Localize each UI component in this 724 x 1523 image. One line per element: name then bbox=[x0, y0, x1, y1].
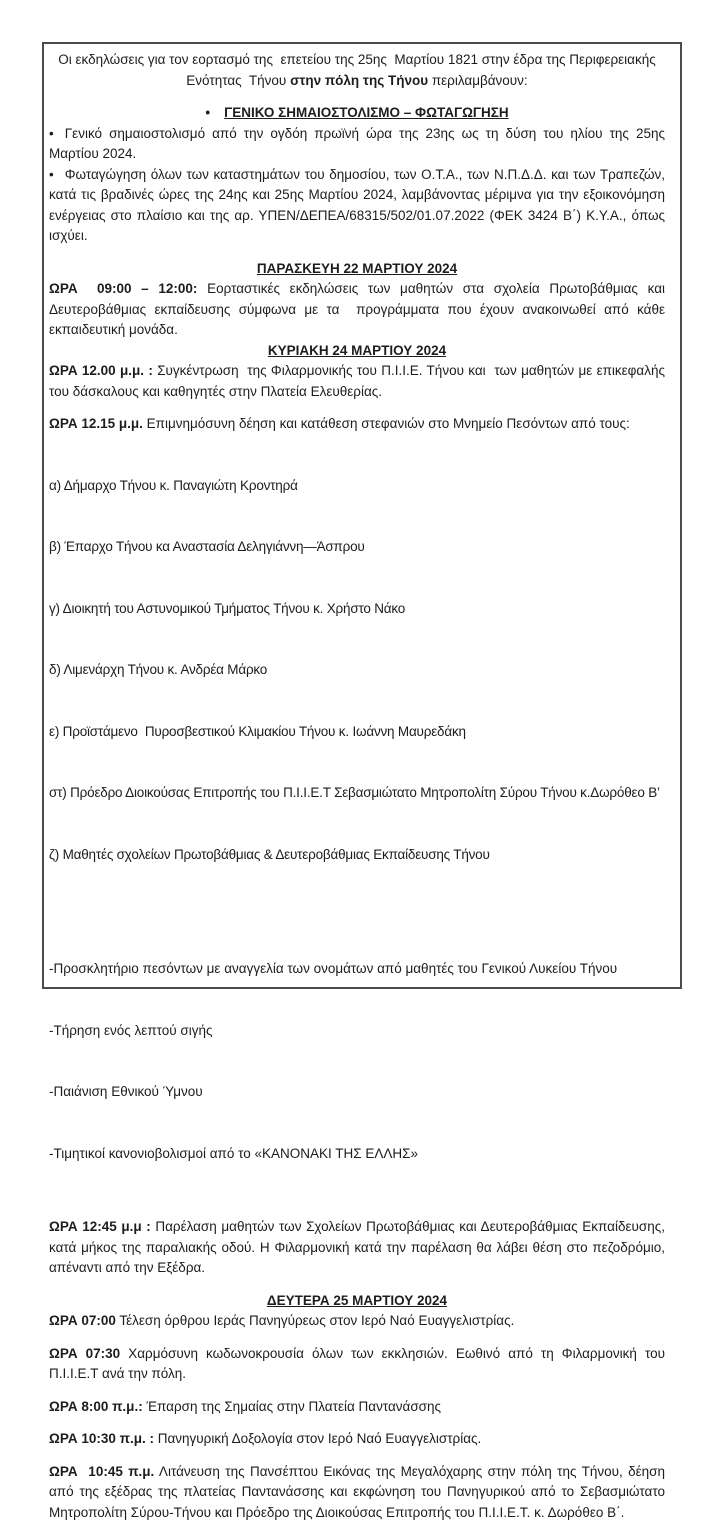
official-item: α) Δήμαρχο Τήνου κ. Παναγιώτη Κροντηρά bbox=[49, 476, 665, 497]
day-heading-monday bbox=[49, 1291, 665, 1312]
event-paragraph bbox=[49, 1397, 665, 1418]
ceremony-item: -Τιμητικοί κανονιοβολισμοί από το «ΚΑΝΟΝΑΚΙ ΤΗΣ ΕΛΛΗΣ» bbox=[49, 1144, 665, 1165]
bullet-icon: • bbox=[49, 126, 65, 141]
officials-list bbox=[49, 435, 665, 919]
day-heading-sunday bbox=[49, 341, 665, 362]
official-item: γ) Διοικητή του Αστυνομικού Τμήματος Τήνου κ. Χρήστο Νάκο bbox=[49, 599, 665, 620]
official-item: ε) Προϊστάμενο Πυροσβεστικού Κλιμακίου Τήνου κ. Ιωάννη Μαυρεδάκη bbox=[49, 722, 665, 743]
event-text: Συγκέντρωση της Φιλαρμονικής του Π.Ι.Ι.Ε. Τήνου και των μαθητών με επικεφαλής του δάσκαλους και καθηγητές στην Πλατεία Ελευθερίας. bbox=[49, 363, 669, 399]
event-paragraph bbox=[49, 1462, 665, 1523]
event-time-label: ΩΡΑ 07:30 bbox=[49, 1346, 120, 1361]
event-paragraph bbox=[49, 1311, 665, 1332]
event-time-label: ΩΡΑ 07:00 bbox=[49, 1313, 116, 1328]
event-text: Τέλεση όρθρου Ιεράς Πανηγύρεως στον Ιερό Ναό Ευαγγελιστρίας. bbox=[116, 1313, 514, 1328]
day-title: ΠΑΡΑΣΚΕΥΗ 22 ΜΑΡΤΙΟΥ 2024 bbox=[257, 261, 457, 276]
day-heading-friday bbox=[49, 259, 665, 280]
event-time-label: ΩΡΑ 09:00 – 12:00: bbox=[49, 281, 197, 296]
event-time-label: ΩΡΑ 8:00 π.μ.: bbox=[49, 1399, 143, 1414]
ceremony-item: -Τήρηση ενός λεπτού σιγής bbox=[49, 1021, 665, 1042]
official-item: δ) Λιμενάρχη Τήνου κ. Ανδρέα Μάρκο bbox=[49, 660, 665, 681]
ceremony-item: -Παιάνιση Εθνικού Ύμνου bbox=[49, 1082, 665, 1103]
event-time-label: ΩΡΑ 12.00 μ.μ. : bbox=[49, 363, 153, 378]
official-item: β) Έπαρχο Τήνου κα Αναστασία Δεληγιάννη—Άσπρου bbox=[49, 537, 665, 558]
event-text: Χαρμόσυνη κωδωνοκρουσία όλων των εκκλησιών. Εωθινό από τη Φιλαρμονική του Π.Ι.Ι.Ε.Τ ανά την πόλη. bbox=[49, 1346, 669, 1382]
event-time-label: ΩΡΑ 10:30 π.μ. : bbox=[49, 1431, 154, 1446]
flag-item-text: Γενικό σημαιοστολισμό από την ογδόη πρωϊνή ώρα της 23ης ως τη δύση του ηλίου της 25ης Μαρτίου 2024. bbox=[49, 126, 669, 162]
ceremony-list bbox=[49, 918, 665, 1217]
official-item: ζ) Μαθητές σχολείων Πρωτοβάθμιας & Δευτεροβάθμιας Εκπαίδευσης Τήνου bbox=[49, 845, 665, 866]
event-text: Πανηγυρική Δοξολογία στον Ιερό Ναό Ευαγγελιστρίας. bbox=[154, 1431, 481, 1446]
flag-item bbox=[49, 124, 665, 165]
event-time-label: ΩΡΑ 12.15 μ.μ. bbox=[49, 416, 143, 431]
event-paragraph bbox=[49, 279, 665, 341]
intro-text-post: περιλαμβάνουν: bbox=[428, 73, 528, 88]
event-text: Επιμνημόσυνη δέηση και κατάθεση στεφανιών στο Μνημείο Πεσόντων από τους: bbox=[143, 416, 630, 431]
flag-item-text: Φωταγώγηση όλων των καταστημάτων του δημοσίου, των Ο.Τ.Α., των Ν.Π.Δ.Δ. και των Τραπεζών, κατά τις βραδινές ώρες της 24ης και 25ης Μαρτίου 2024, λαμβάνοντας μέριμνα για την εξοικονόμηση ενέργειας στο πλαίσιο και της αρ. ΥΠΕΝ/ΔΕΠΕΑ/68315/502/01.07.2022 (ΦΕΚ 3424 Β΄) Κ.Υ.Α., όπως ισχύει. bbox=[49, 167, 669, 244]
flag-section-heading bbox=[49, 103, 665, 124]
event-paragraph bbox=[49, 361, 665, 402]
intro-paragraph bbox=[49, 50, 665, 91]
ceremony-item: -Προσκλητήριο πεσόντων με αναγγελία των ονομάτων από μαθητές του Γενικού Λυκείου Τήνου bbox=[49, 959, 665, 980]
day-title: ΚΥΡΙΑΚΗ 24 ΜΑΡΤΙΟΥ 2024 bbox=[268, 343, 446, 358]
event-paragraph bbox=[49, 414, 665, 435]
official-item: στ) Πρόεδρο Διοικούσας Επιτροπής του Π.Ι.Ι.Ε.Τ Σεβασμιώτατο Μητροπολίτη Σύρου Τήνου κ.Δωρόθεο Β’ bbox=[49, 783, 665, 804]
bullet-icon: • bbox=[49, 167, 65, 182]
document-frame bbox=[42, 42, 682, 989]
intro-text-pre: Οι εκδηλώσεις για τον εορτασμό της επετείου της 25ης Μαρτίου 1821 στην έδρα της Περιφερειακής Ενότητας Τήνου bbox=[58, 52, 659, 88]
event-time-label: ΩΡΑ 10:45 π.μ. bbox=[49, 1464, 154, 1479]
event-paragraph bbox=[49, 1429, 665, 1450]
intro-text-bold: στην πόλη της Τήνου bbox=[290, 73, 428, 88]
event-text: Λιτάνευση της Πανσέπτου Εικόνας της Μεγαλόχαρης στην πόλη της Τήνου, δέηση από της εξέδρας της πλατείας Παντανάσσης και εκφώνηση του Πανηγυρικού από το Σεβασμιώτατο Μητροπολίτη Σύρου-Τήνου και Πρόεδρο της Διοικούσας Επιτροπής του Π.Ι.Ι.Ε.Τ. κ. Δωρόθεο Β΄. bbox=[49, 1464, 669, 1520]
event-time-label: ΩΡΑ 12:45 μ.μ : bbox=[49, 1219, 151, 1234]
day-title: ΔΕΥΤΕΡΑ 25 ΜΑΡΤΙΟΥ 2024 bbox=[267, 1293, 447, 1308]
event-text: Παρέλαση μαθητών των Σχολείων Πρωτοβάθμιας και Δευτεροβάθμιας Εκπαίδευσης, κατά μήκος της παραλιακής οδού. Η Φιλαρμονική κατά την παρέλαση θα λάβει θέση στο πεζοδρόμιο, απέναντι από την Εξέδρα. bbox=[49, 1219, 669, 1275]
event-paragraph bbox=[49, 1217, 665, 1279]
event-text: Εορταστικές εκδηλώσεις των μαθητών στα σχολεία Πρωτοβάθμιας και Δευτεροβάθμιας εκπαίδευσης σύμφωνα με τα προγράμματα που έχουν ανακοινωθεί από κάθε εκπαιδευτική μονάδα. bbox=[49, 281, 669, 337]
event-text: Έπαρση της Σημαίας στην Πλατεία Παντανάσσης bbox=[143, 1399, 441, 1414]
flag-item bbox=[49, 165, 665, 247]
event-paragraph bbox=[49, 1344, 665, 1385]
bullet-icon: • bbox=[205, 105, 224, 120]
flag-section-title: ΓΕΝΙΚΟ ΣΗΜΑΙΟΣΤΟΛΙΣΜΟ – ΦΩΤΑΓΩΓΗΣΗ bbox=[224, 105, 509, 120]
